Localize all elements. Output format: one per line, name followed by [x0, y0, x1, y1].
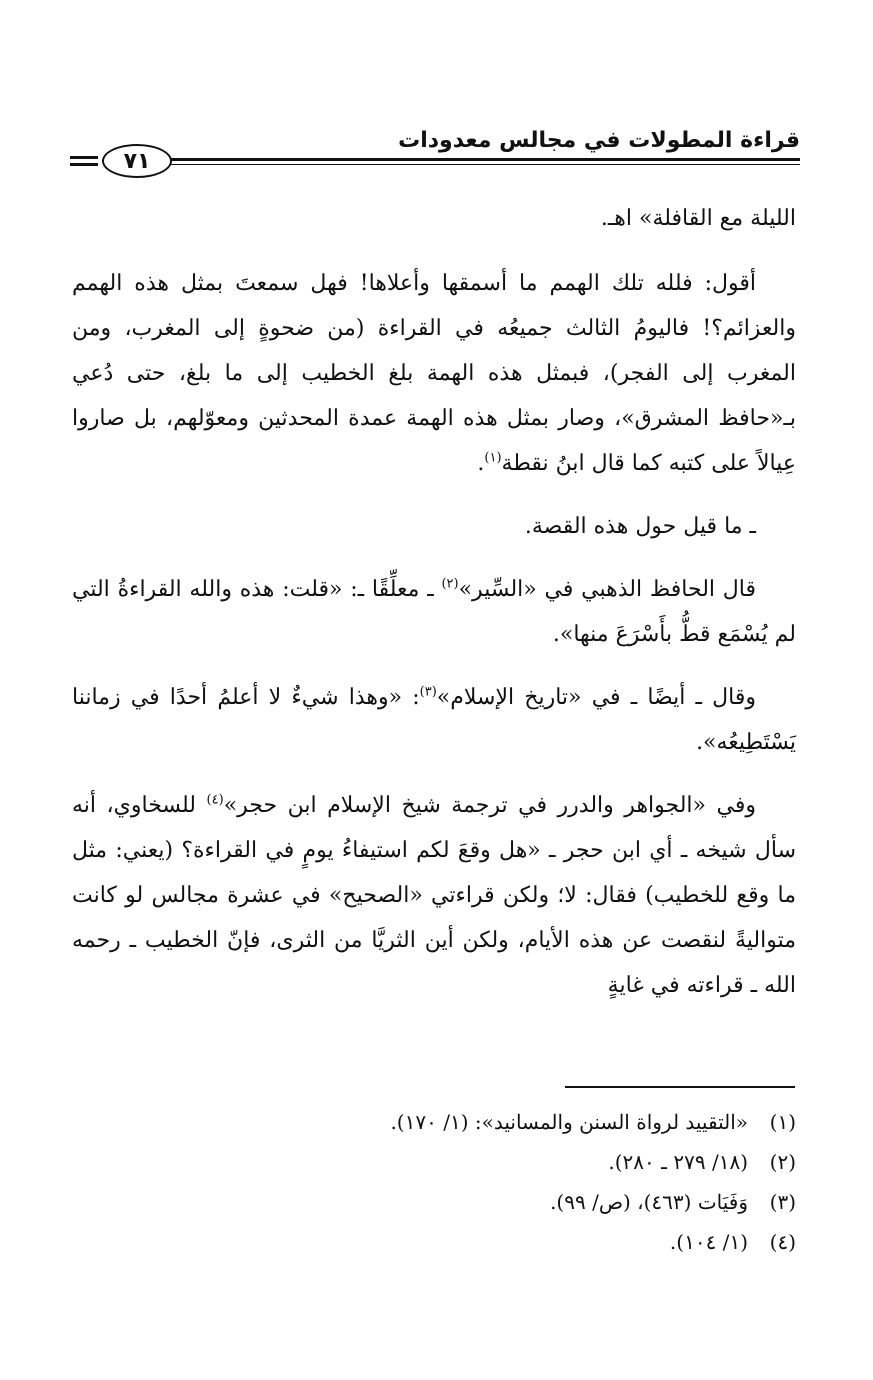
footnote [100, 1222, 796, 1262]
paragraph [72, 567, 796, 657]
footnote-number: (١) [769, 1110, 796, 1134]
footnote-ref: (٢) [441, 576, 459, 592]
page-header [70, 128, 800, 180]
footnote-number: (٢) [769, 1150, 796, 1174]
footnote-ref: (٤) [206, 792, 224, 808]
paragraph [72, 196, 796, 241]
paragraph-text: الليلة مع القافلة» اهـ. [600, 206, 796, 231]
header-rule [170, 158, 800, 161]
footnote-ref: (٣) [419, 684, 437, 700]
running-title: قراءة المطولات في مجالس معدودات [398, 128, 800, 153]
paragraph-text: للسخاوي، أنه سأل شيخه ـ أي ابن حجر ـ «هل وقعَ لكم استيفاءُ يومٍ في القراءة؟ (يعني: مثل ما وقع للخطيب) فقال: لا؛ ولكن قراءتي «الصحيح» في عشرة مجالس لو كانت متواليةً لنقصت عن هذه الأيام، ولكن أين الثريَّا من الثرى، فإنّ الخطيب ـ رحمه الله ـ قراءته في غايةٍ [72, 793, 796, 998]
paragraph-text: وقال ـ أيضًا ـ في «تاريخ الإسلام» [436, 685, 756, 710]
paragraph-text: . [477, 451, 485, 476]
footnote [100, 1102, 796, 1142]
footnote-separator [565, 1086, 795, 1088]
paragraph-text: قال الحافظ الذهبي في «السِّير» [458, 577, 756, 602]
paragraph [72, 783, 796, 1008]
page-number: ٧١ [102, 144, 172, 178]
paragraph-text: ـ معلِّقًا ـ: «قلت: هذه والله القراءةُ التي لم يُسْمَع قطُّ بأَسْرَعَ منها». [72, 577, 796, 647]
header-dash [70, 156, 98, 159]
footnote-text: (١/ ١٠٤). [669, 1230, 748, 1254]
footnote [100, 1142, 796, 1182]
paragraph-text: ـ ما قيل حول هذه القصة. [524, 514, 756, 539]
footnote-ref: (١) [484, 450, 502, 466]
paragraph-text: : «وهذا شيءٌ لا أعلمُ أحدًا في زماننا يَسْتَطِيعُه». [72, 685, 796, 755]
paragraph-text: وفي «الجواهر والدرر في ترجمة شيخ الإسلام ابن حجر» [223, 793, 757, 818]
footnote-number: (٣) [769, 1190, 796, 1214]
paragraph [72, 504, 796, 549]
paragraph [72, 675, 796, 765]
footnote-text: «التقييد لرواة السنن والمسانيد»: (١/ ١٧٠). [390, 1110, 748, 1134]
footnote [100, 1182, 796, 1222]
page-body [72, 196, 796, 1026]
paragraph-text: أقول: فلله تلك الهمم ما أسمقها وأعلاها! فهل سمعتَ بمثل هذه الهمم والعزائم؟! فاليومُ الثالث جميعُه في القراءة (من ضحوةٍ إلى المغرب، ومن المغرب إلى الفجر)، فبمثل هذه الهمة بلغ الخطيب إلى ما بلغ، حتى دُعي بـ«حافظ المشرق»، وصار بمثل هذه الهمة عمدة المحدثين ومعوّلهم، بل صاروا عِيالاً على كتبه كما قال ابنُ نقطة [72, 271, 796, 476]
footnote-number: (٤) [769, 1230, 796, 1254]
header-dash [70, 163, 98, 166]
footnote-text: وَفَيَات (٤٦٣)، (ص/ ٩٩). [550, 1190, 748, 1214]
footnotes [100, 1102, 796, 1262]
header-rule-thin [170, 164, 800, 165]
footnote-text: (١٨/ ٢٧٩ ـ ٢٨٠). [608, 1150, 748, 1174]
paragraph [72, 261, 796, 486]
